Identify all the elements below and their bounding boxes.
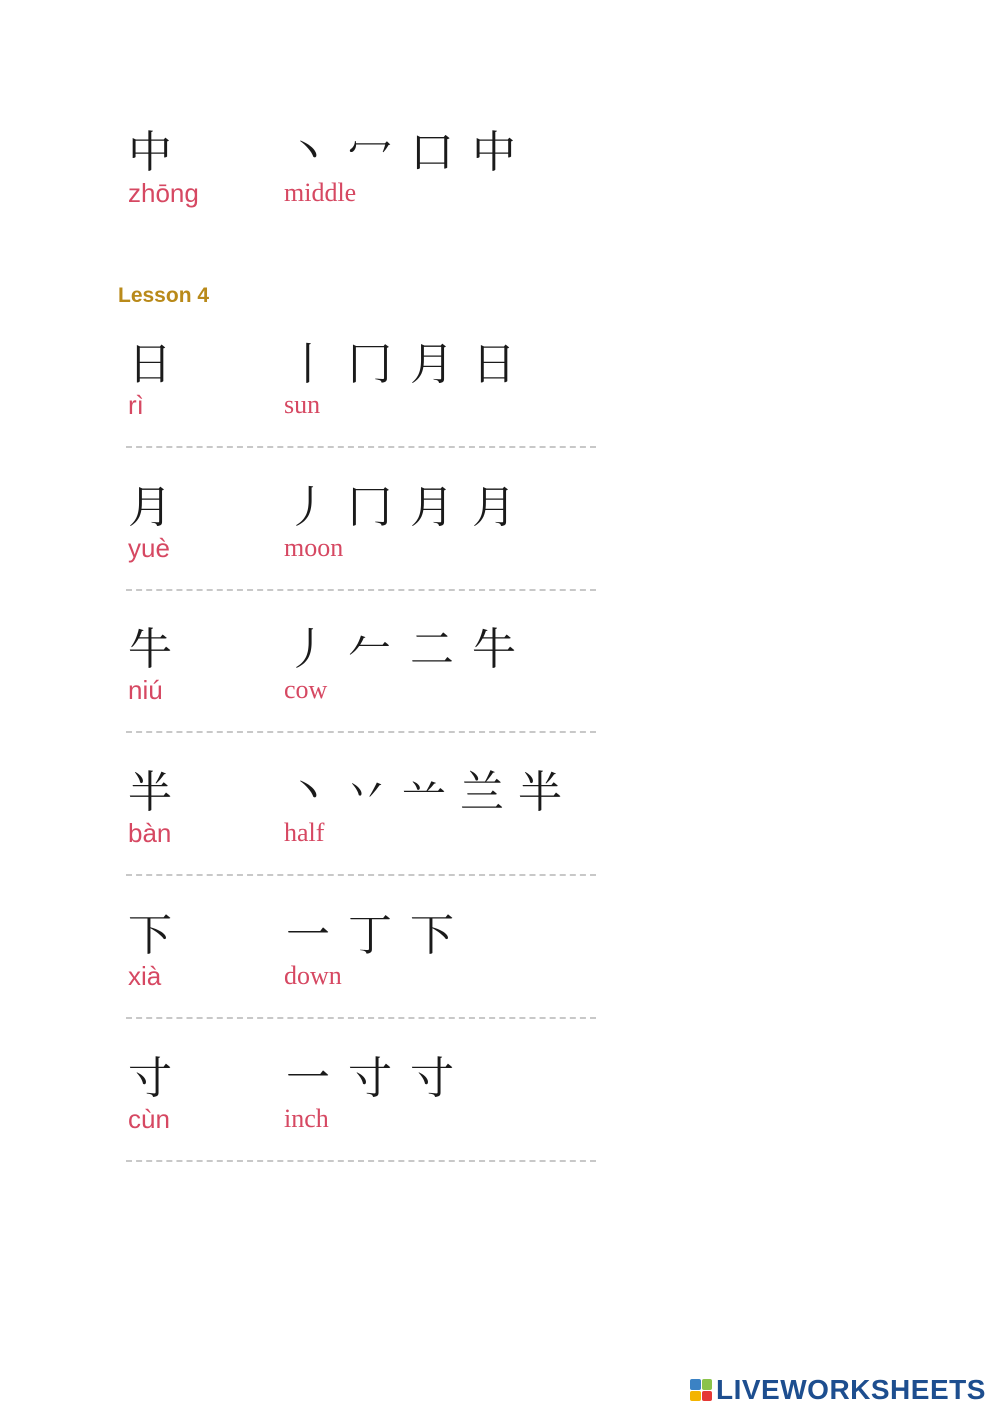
hanzi-character: 日 [128, 339, 172, 390]
stroke-order [284, 768, 564, 818]
dashed-divider [126, 1160, 596, 1162]
stroke-step: 寸 [410, 1053, 454, 1104]
stroke-step: 一 [286, 910, 330, 961]
stroke-step: 𠂉 [348, 624, 392, 675]
stroke-step: 口 [410, 127, 454, 178]
stroke-order [284, 625, 518, 675]
stroke-step: 丨 [286, 339, 330, 390]
stroke-step: 月 [472, 482, 516, 533]
logo-tile [702, 1391, 713, 1402]
pinyin-label: xià [128, 961, 162, 991]
dashed-divider [126, 874, 596, 876]
stroke-step: 寸 [348, 1053, 392, 1104]
hanzi-character: 月 [128, 482, 172, 533]
brand-name: LIVEWORKSHEETS [716, 1374, 986, 1405]
stroke-step: 兰 [460, 767, 504, 818]
pinyin-label: cùn [128, 1104, 170, 1134]
stroke-step: 中 [472, 127, 516, 178]
dashed-divider [126, 731, 596, 733]
entry-ri [126, 340, 596, 460]
stroke-order [284, 128, 518, 178]
stroke-step: 月 [410, 482, 454, 533]
stroke-order [284, 340, 518, 390]
stroke-step: 丷 [344, 767, 388, 818]
logo-tile [702, 1379, 713, 1390]
stroke-step: 牛 [472, 624, 516, 675]
meaning-label: down [284, 961, 342, 990]
hanzi-character: 牛 [128, 624, 172, 675]
stroke-step: 二 [410, 624, 454, 675]
stroke-step: 冖 [348, 127, 392, 178]
logo-tile [690, 1391, 701, 1402]
stroke-step: 丶 [286, 127, 330, 178]
stroke-order [284, 911, 456, 961]
entry-ban [126, 768, 596, 888]
stroke-step: 下 [410, 910, 454, 961]
stroke-step: 丁 [348, 910, 392, 961]
stroke-order [284, 483, 518, 533]
entry-xia [126, 911, 596, 1031]
hanzi-character: 中 [128, 127, 172, 178]
pinyin-label: rì [128, 390, 144, 420]
meaning-label: moon [284, 533, 344, 562]
stroke-step: 日 [472, 339, 516, 390]
stroke-step: 月 [410, 339, 454, 390]
meaning-label: middle [284, 178, 357, 207]
stroke-step: 丶 [286, 767, 330, 818]
liveworksheets-logo-icon [690, 1379, 712, 1401]
pinyin-label: yuè [128, 533, 170, 563]
stroke-step: 冂 [348, 482, 392, 533]
lesson-title: Lesson 4 [118, 284, 210, 307]
stroke-step: 丿 [286, 482, 330, 533]
logo-tile [690, 1379, 701, 1390]
stroke-step: 冂 [348, 339, 392, 390]
pinyin-label: bàn [128, 818, 172, 848]
stroke-step: 一 [286, 1053, 330, 1104]
stroke-order [284, 1054, 456, 1104]
meaning-label: half [284, 818, 325, 847]
stroke-step: 丿 [286, 624, 330, 675]
dashed-divider [126, 589, 596, 591]
entry-yue [126, 483, 596, 603]
entry-cun [126, 1054, 596, 1174]
meaning-label: cow [284, 675, 328, 704]
entry-niu [126, 625, 596, 745]
stroke-step: 半 [518, 767, 562, 818]
dashed-divider [126, 446, 596, 448]
hanzi-character: 寸 [128, 1053, 172, 1104]
liveworksheets-brand[interactable] [690, 1374, 986, 1406]
stroke-step: 䒑 [402, 767, 446, 818]
meaning-label: inch [284, 1104, 329, 1133]
dashed-divider [126, 1017, 596, 1019]
pinyin-label: zhōng [128, 178, 199, 208]
meaning-label: sun [284, 390, 321, 419]
hanzi-character: 下 [128, 910, 172, 961]
pinyin-label: niú [128, 675, 163, 705]
hanzi-character: 半 [128, 767, 172, 818]
entry-zhong [126, 128, 596, 248]
